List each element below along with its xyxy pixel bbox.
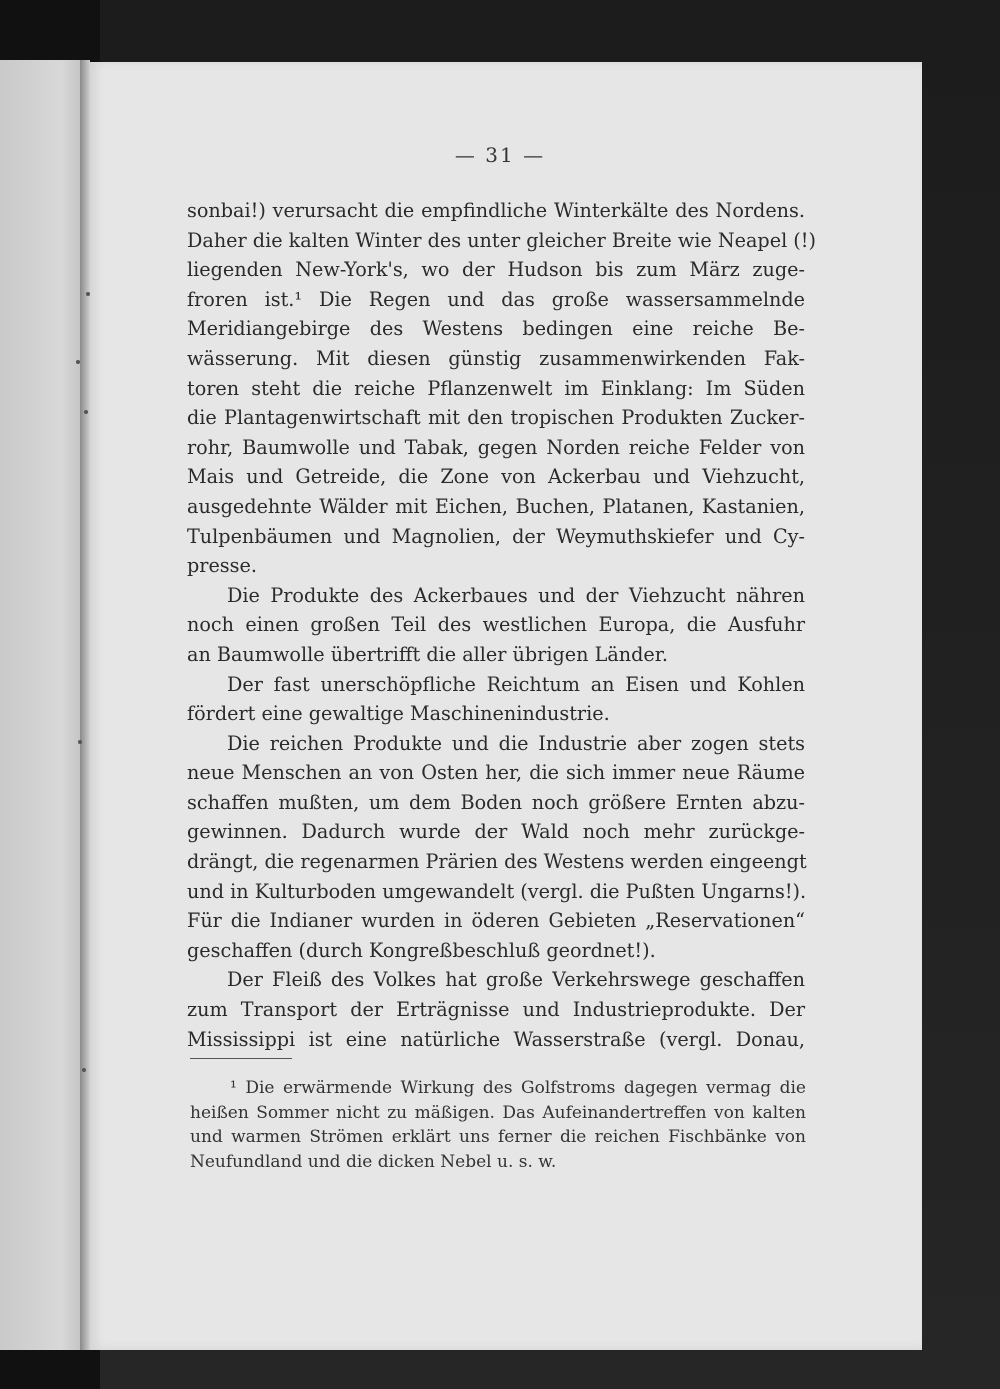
- footnote-line: und warmen Strömen erklärt uns ferner die reichen Fischbänke von: [190, 1127, 806, 1147]
- text-line: froren ist.¹ Die Regen und das große wassersammelnde: [187, 287, 805, 311]
- text-line: fördert eine gewaltige Maschinenindustrie.: [187, 702, 610, 726]
- text-line: Tulpenbäumen und Magnolien, der Weymuthskiefer und Cy-: [187, 524, 805, 548]
- text-line: Der fast unerschöpfliche Reichtum an Eisen und Kohlen: [227, 672, 805, 696]
- text-line: rohr, Baumwolle und Tabak, gegen Norden reiche Felder von: [187, 435, 805, 459]
- text-line: Die Produkte des Ackerbaues und der Viehzucht nähren: [227, 583, 805, 607]
- footnote: [190, 1076, 806, 1174]
- binding-mark: [86, 292, 90, 296]
- text-line: Mississippi ist eine natürliche Wasserstraße (vergl. Donau,: [187, 1027, 805, 1051]
- spine-shadow: [80, 60, 90, 1350]
- footnote-line: heißen Sommer nicht zu mäßigen. Das Aufeinandertreffen von kalten: [190, 1102, 806, 1123]
- text-line: die Plantagenwirtschaft mit den tropischen Produkten Zucker-: [187, 406, 805, 430]
- footnote-line: ¹ Die erwärmende Wirkung des Golfstroms dagegen vermag die: [230, 1078, 806, 1098]
- text-line: Meridiangebirge des Westens bedingen eine reiche Be-: [187, 317, 805, 341]
- footnote-divider: [190, 1058, 292, 1059]
- page-number: — 31 —: [454, 143, 546, 167]
- text-line: toren steht die reiche Pflanzenwelt im Einklang: Im Süden: [187, 376, 805, 400]
- binding-mark: [78, 740, 82, 744]
- binding-mark: [76, 360, 80, 364]
- text-line: drängt, die regenarmen Prärien des Westens werden eingeengt: [187, 850, 807, 874]
- text-line: und in Kulturboden umgewandelt (vergl. die Pußten Ungarns!).: [187, 879, 807, 903]
- text-line: Die reichen Produkte und die Industrie aber zogen stets: [227, 731, 805, 755]
- body-text: [187, 196, 816, 1054]
- text-line: liegenden New-York's, wo der Hudson bis zum März zuge-: [187, 258, 805, 282]
- binding-mark: [84, 410, 88, 414]
- text-line: wässerung. Mit diesen günstig zusammenwirkenden Fak-: [187, 346, 805, 370]
- text-line: sonbai!) verursacht die empfindliche Winterkälte des Nordens.: [187, 199, 805, 222]
- text-line: noch einen großen Teil des westlichen Europa, die Ausfuhr: [187, 613, 805, 637]
- text-line: Für die Indianer wurden in öderen Gebieten „Reservationen“: [187, 909, 805, 933]
- text-line: geschaffen (durch Kongreßbeschluß geordnet!).: [187, 938, 656, 962]
- text-line: schaffen mußten, um dem Boden noch größere Ernten abzu-: [187, 790, 805, 814]
- text-line: Mais und Getreide, die Zone von Ackerbau und Viehzucht,: [187, 465, 805, 489]
- footnote-line: Neufundland und die dicken Nebel u. s. w.: [190, 1151, 557, 1172]
- text-line: an Baumwolle übertrifft die aller übrigen Länder.: [187, 642, 668, 666]
- text-line: Der Fleiß des Volkes hat große Verkehrswege geschaffen: [227, 968, 805, 992]
- left-page-edge: [0, 60, 88, 1350]
- text-line: presse.: [187, 554, 257, 578]
- text-line: neue Menschen an von Osten her, die sich immer neue Räume: [187, 761, 805, 785]
- text-line: gewinnen. Dadurch wurde der Wald noch mehr zurückge-: [187, 820, 805, 844]
- text-line: Daher die kalten Winter des unter gleicher Breite wie Neapel (!): [187, 228, 816, 252]
- binding-mark: [82, 1068, 86, 1072]
- text-line: zum Transport der Erträgnisse und Industrieprodukte. Der: [187, 998, 805, 1022]
- text-line: ausgedehnte Wälder mit Eichen, Buchen, Platanen, Kastanien,: [187, 494, 805, 518]
